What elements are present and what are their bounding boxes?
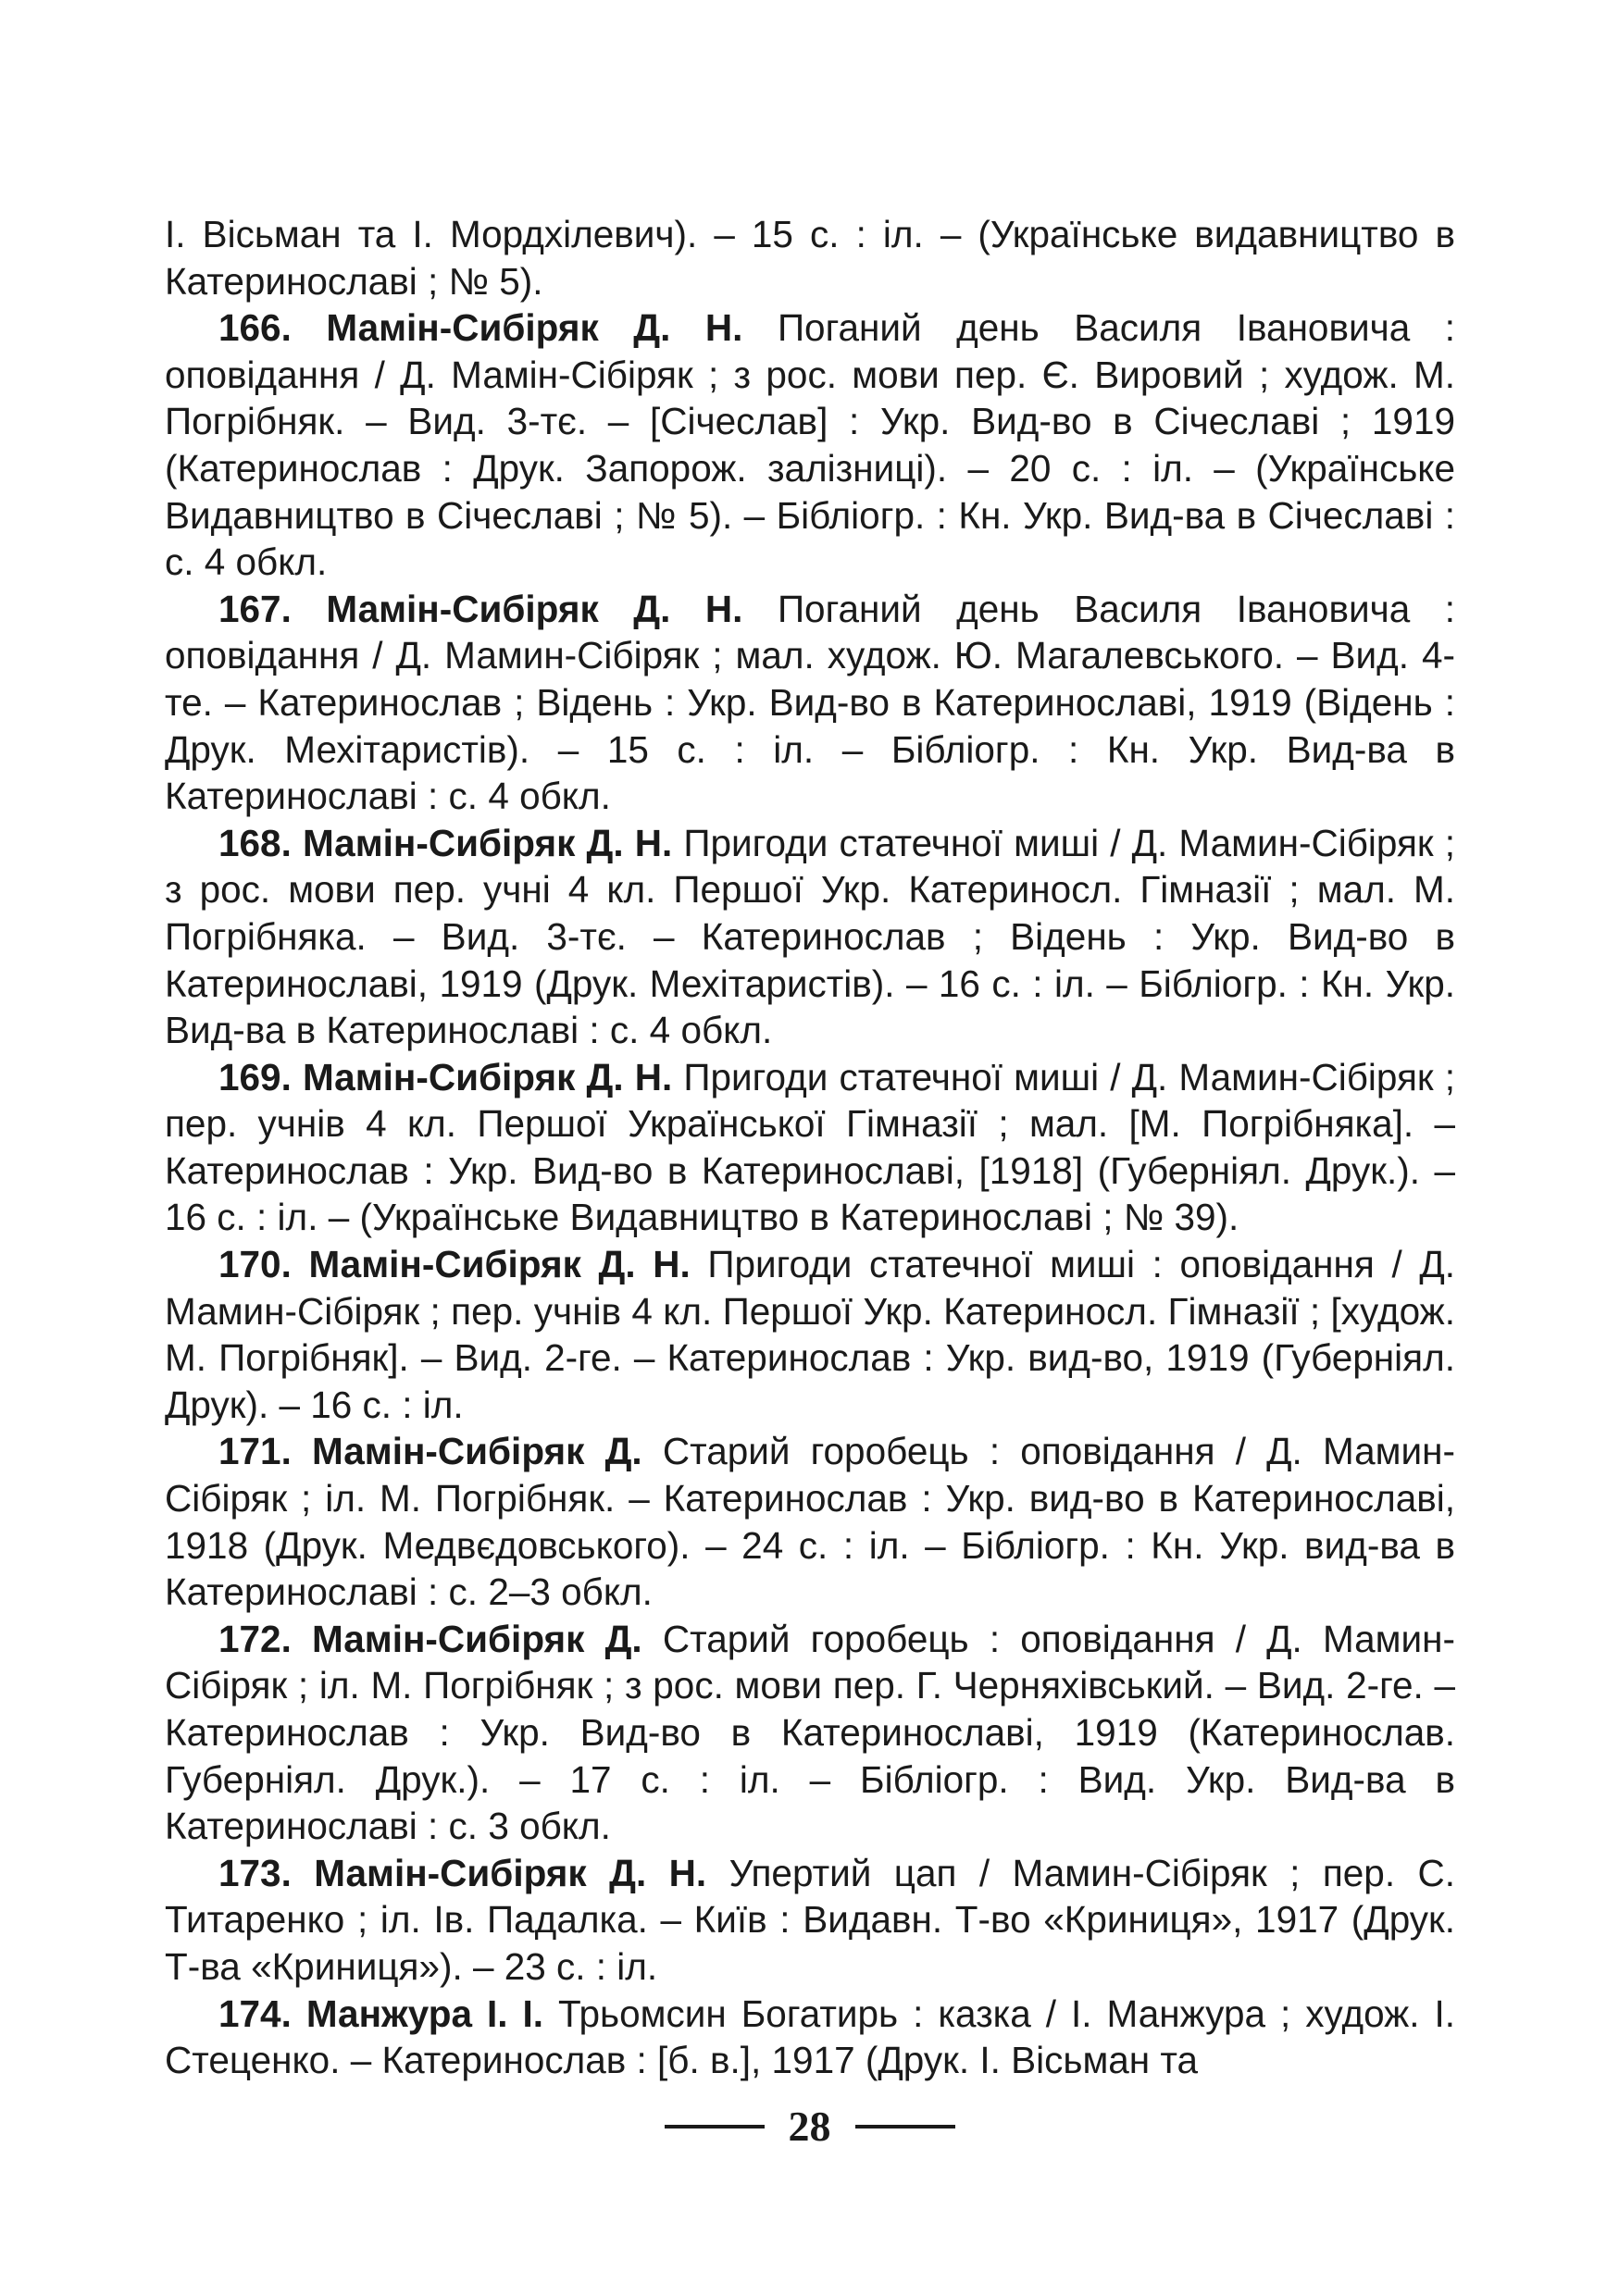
footer-rule-left bbox=[665, 2125, 765, 2128]
bibliography-entry-166 bbox=[165, 304, 1455, 586]
entry-heading: 168. Мамін-Сибіряк Д. Н. bbox=[218, 821, 673, 864]
entry-continuation: І. Вісьман та І. Мордхілевич). – 15 с. : іл. – (Українське видавництво в Катеринославі ; № 5). bbox=[165, 213, 1455, 303]
footer-rule-right bbox=[855, 2125, 955, 2128]
page-number: 28 bbox=[788, 2103, 831, 2150]
entry-heading: 172. Мамін-Сибіряк Д. bbox=[218, 1617, 642, 1660]
entry-text: Пригоди статечної миші / Д. Мамин-Сібіряк ; з рос. мови пер. учні 4 кл. Першої Укр. Катериносл. Гімназії ; мал. М. Погрібняка. – Вид. 3-тє. – Катеринослав ; Відень : Укр. Вид-во в Катеринославі, 1919 (Друк. Мехітаристів). – 16 с. : іл. – Бібліогр. : Кн. Укр. Вид-ва в Катеринославі : с. 4 обкл. bbox=[165, 821, 1455, 1052]
entry-text: Старий горобець : оповідання / Д. Мамин-Сібіряк ; іл. М. Погрібняк ; з рос. мови пер. Г. Черняхівський. – Вид. 2-ге. – Катеринослав : Укр. Вид-во в Катеринославі, 1919 (Катеринослав. Губерніял. Друк.). – 17 с. : іл. – Бібліогр. : Вид. Укр. Вид-ва в Катеринославі : с. 3 обкл. bbox=[165, 1617, 1455, 1848]
entry-text: Поганий день Василя Івановича : оповідання / Д. Мамін-Сібіряк ; з рос. мови пер. Є. Вировий ; худож. М. Погрібняк. – Вид. 3-тє. – [Січеслав] : Укр. Вид-во в Січеславі ; 1919 (Катеринослав : Друк. Запорож. залізниці). – 20 с. : іл. – (Українське Видавництво в Січеславі ; № 5). – Бібліогр. : Кн. Укр. Вид-ва в Січеславі : с. 4 обкл. bbox=[165, 306, 1455, 584]
entry-heading: 174. Манжура І. І. bbox=[218, 1992, 544, 2035]
bibliography-entry-167 bbox=[165, 586, 1455, 820]
bibliography-entry-168 bbox=[165, 820, 1455, 1054]
entry-heading: 166. Мамін-Сибіряк Д. Н. bbox=[218, 306, 743, 350]
entry-text: Поганий день Василя Івановича : оповідання / Д. Мамин-Сібіряк ; мал. худож. Ю. Магалевського. – Вид. 4-те. – Катеринослав ; Відень : Укр. Вид-во в Катеринославі, 1919 (Відень : Друк. Мехітаристів). – 15 с. : іл. – Бібліогр. : Кн. Укр. Вид-ва в Катеринославі : с. 4 обкл. bbox=[165, 587, 1455, 818]
entry-text: Пригоди статечної миші / Д. Мамин-Сібіряк ; пер. учнів 4 кл. Першої Української Гімназії ; мал. [М. Погрібняка]. – Катеринослав : Укр. Вид-во в Катеринославі, [1918] (Губерніял. Друк.). – 16 с. : іл. – (Українське Видавництво в Катеринославі ; № 39). bbox=[165, 1055, 1455, 1239]
entry-text: Пригоди статечної миші : оповідання / Д. Мамин-Сібіряк ; пер. учнів 4 кл. Першої Укр. Катериносл. Гімназії ; [худож. М. Погрібняк]. – Вид. 2-ге. – Катеринослав : Укр. вид-во, 1919 (Губерніял. Друк). – 16 с. : іл. bbox=[165, 1243, 1455, 1426]
bibliography-entry-174 bbox=[165, 1991, 1455, 2084]
entry-text: Трьомсин Богатирь : казка / І. Манжура ; худож. І. Стеценко. – Катеринослав : [б. в.], 1917 (Друк. І. Вісьман та bbox=[165, 1992, 1455, 2082]
bibliography-entry-170 bbox=[165, 1241, 1455, 1428]
entry-heading: 171. Мамін-Сибіряк Д. bbox=[218, 1430, 642, 1473]
entry-text: Упертий цап / Мамин-Сібіряк ; пер. С. Титаренко ; іл. Ів. Падалка. – Київ : Видавн. Т-во «Криниця», 1917 (Друк. Т-ва «Криниця»). – 23 с. : іл. bbox=[165, 1851, 1456, 1988]
bibliography-entry-172 bbox=[165, 1616, 1455, 1850]
entry-heading: 170. Мамін-Сибіряк Д. Н. bbox=[218, 1243, 691, 1286]
entry-heading: 169. Мамін-Сибіряк Д. Н. bbox=[218, 1055, 673, 1098]
bibliography-entry-169 bbox=[165, 1054, 1455, 1241]
entry-text: Старий горобець : оповідання / Д. Мамин-Сібіряк ; іл. М. Погрібняк. – Катеринослав : Укр. вид-во в Катеринославі, 1918 (Друк. Медвєдовського). – 24 с. : іл. – Бібліогр. : Кн. Укр. вид-ва в Катеринославі : с. 2–3 обкл. bbox=[165, 1430, 1455, 1614]
entry-heading: 173. Мамін-Сибіряк Д. Н. bbox=[218, 1851, 707, 1894]
page-footer bbox=[0, 2099, 1619, 2154]
entry-heading: 167. Мамін-Сибіряк Д. Н. bbox=[218, 587, 743, 630]
page-body bbox=[165, 211, 1455, 2084]
bibliography-entry-171 bbox=[165, 1428, 1455, 1615]
bibliography-entry-173 bbox=[165, 1850, 1455, 1991]
